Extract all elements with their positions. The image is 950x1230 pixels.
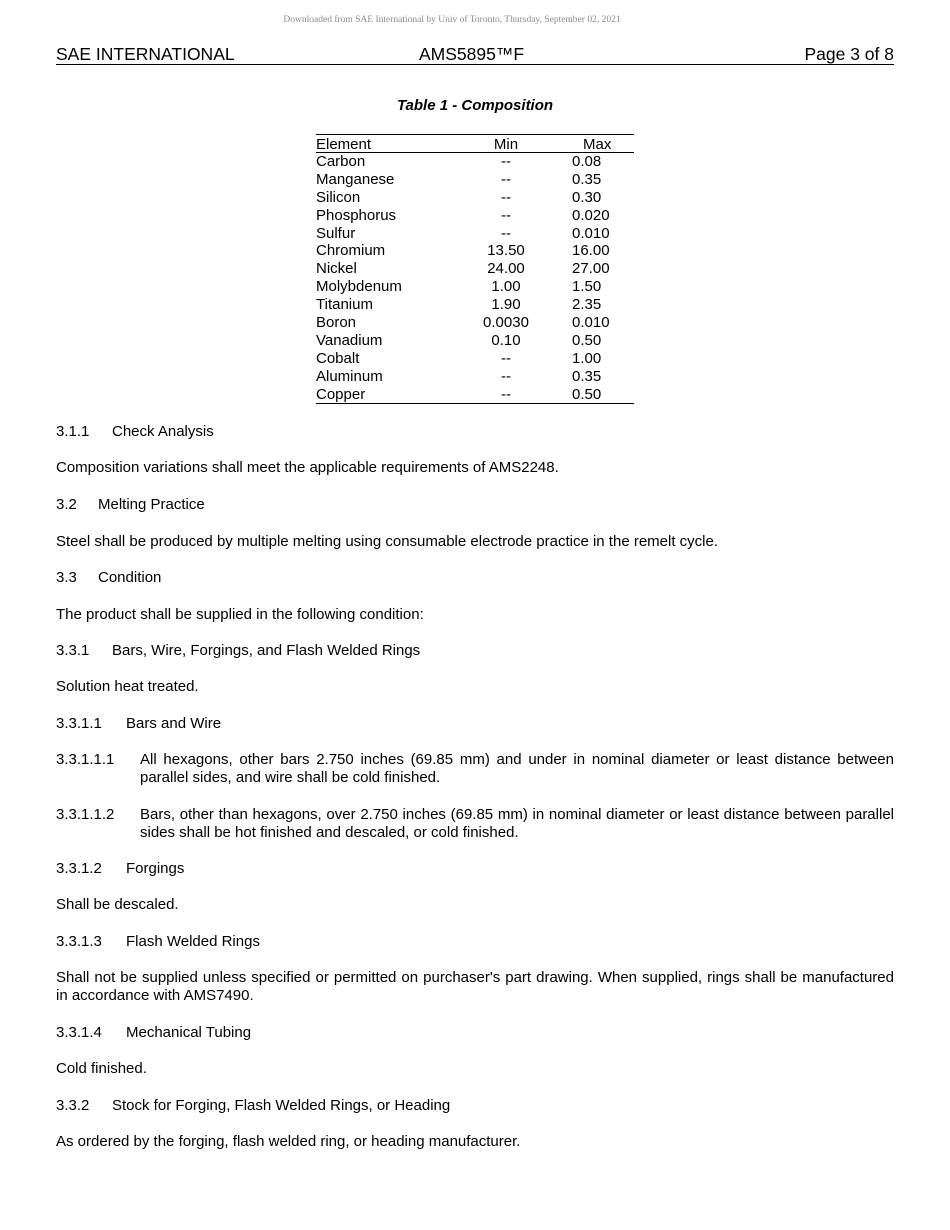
section-3-3-1-1-2 <box>56 806 894 842</box>
section-title: Forgings <box>126 860 185 877</box>
cell-max: 1.00 <box>572 349 602 367</box>
section-3-3-1-3-body: Shall not be supplied unless specified or permitted on purchaser's part drawing. When supplied, rings shall be manufactured in accordance with AMS7490. <box>56 969 894 1004</box>
section-number: 3.3.1 <box>56 642 90 659</box>
section-number: 3.3.1.1.1 <box>56 751 115 768</box>
section-body: Bars, other than hexagons, over 2.750 inches (69.85 mm) in nominal diameter or least distance between parallel sides shall be hot finished and descaled, or cold finished. <box>140 806 894 841</box>
page-header <box>56 44 894 65</box>
section-title: Flash Welded Rings <box>126 933 260 950</box>
section-3-3-1-body: Solution heat treated. <box>56 678 199 695</box>
cell-max: 0.50 <box>572 331 602 349</box>
cell-min: 13.50 <box>487 242 525 260</box>
section-3-3-heading <box>56 569 894 587</box>
cell-element: Cobalt <box>316 349 360 367</box>
table-row <box>316 314 634 332</box>
cell-max: 16.00 <box>572 242 610 260</box>
cell-min: -- <box>501 224 511 242</box>
section-number: 3.3.1.1.2 <box>56 806 115 823</box>
section-3-3-1-3-heading <box>56 933 894 951</box>
cell-element: Nickel <box>316 260 357 278</box>
section-number: 3.3.1.1 <box>56 715 102 732</box>
cell-max: 27.00 <box>572 260 610 278</box>
column-header-max: Max <box>583 136 612 153</box>
cell-max: 0.50 <box>572 385 602 403</box>
cell-element: Carbon <box>316 153 366 170</box>
cell-element: Molybdenum <box>316 278 402 296</box>
section-number: 3.3 <box>56 569 77 586</box>
section-3-3-1-1-heading <box>56 715 894 733</box>
section-3-2-heading <box>56 496 894 514</box>
cell-element: Copper <box>316 385 366 403</box>
cell-max: 1.50 <box>572 278 602 296</box>
cell-max: 0.30 <box>572 188 602 206</box>
section-number: 3.1.1 <box>56 423 90 440</box>
cell-element: Chromium <box>316 242 386 260</box>
section-3-2-body: Steel shall be produced by multiple melting using consumable electrode practice in the remelt cycle. <box>56 533 719 550</box>
section-3-3-1-1-1 <box>56 751 894 787</box>
cell-min: -- <box>501 188 511 206</box>
cell-min: 1.90 <box>491 296 521 314</box>
table-row <box>316 278 634 296</box>
cell-element: Titanium <box>316 296 373 314</box>
section-3-3-2-heading <box>56 1097 894 1115</box>
cell-element: Vanadium <box>316 331 383 349</box>
header-document-id: AMS5895™F <box>419 44 525 64</box>
cell-min: -- <box>501 385 511 403</box>
cell-element: Boron <box>316 314 357 332</box>
cell-element: Phosphorus <box>316 206 397 224</box>
cell-min: -- <box>501 170 511 188</box>
table-row <box>316 242 634 260</box>
section-3-3-body: The product shall be supplied in the following condition: <box>56 606 424 623</box>
cell-element: Sulfur <box>316 224 356 242</box>
cell-max: 2.35 <box>572 296 602 314</box>
column-header-element: Element <box>316 136 372 153</box>
section-number: 3.3.1.2 <box>56 860 102 877</box>
section-title: Melting Practice <box>98 496 205 513</box>
header-page-number: Page 3 of 8 <box>804 44 894 64</box>
cell-min: -- <box>501 153 511 170</box>
table-row <box>316 332 634 350</box>
cell-min: -- <box>501 349 511 367</box>
cell-min: -- <box>501 206 511 224</box>
cell-element: Manganese <box>316 170 395 188</box>
section-title: Mechanical Tubing <box>126 1024 252 1041</box>
table-title: Table 1 - Composition <box>396 97 554 114</box>
download-watermark: Downloaded from SAE International by Univ of Toronto, Thursday, September 02, 2021 <box>283 15 621 25</box>
table-header-row <box>316 135 634 153</box>
cell-max: 0.010 <box>572 224 610 242</box>
section-3-3-1-heading <box>56 642 894 660</box>
table-row <box>316 386 634 404</box>
table-row <box>316 225 634 243</box>
section-title: Stock for Forging, Flash Welded Rings, or Heading <box>112 1097 451 1114</box>
table-row <box>316 350 634 368</box>
cell-element: Silicon <box>316 188 361 206</box>
column-header-min: Min <box>493 136 519 153</box>
cell-max: 0.35 <box>572 170 602 188</box>
cell-max: 0.010 <box>572 314 610 332</box>
section-number: 3.3.1.4 <box>56 1024 102 1041</box>
table-row <box>316 296 634 314</box>
table-row <box>316 260 634 278</box>
table-row <box>316 207 634 225</box>
section-3-3-1-4-heading <box>56 1024 894 1042</box>
header-organization: SAE INTERNATIONAL <box>56 44 235 64</box>
cell-element: Aluminum <box>316 367 383 385</box>
section-number: 3.3.2 <box>56 1097 90 1114</box>
cell-min: 0.0030 <box>483 314 529 332</box>
cell-min: 1.00 <box>491 278 521 296</box>
table-row <box>316 171 634 189</box>
section-title: Bars, Wire, Forgings, and Flash Welded Rings <box>112 642 421 659</box>
section-number: 3.3.1.3 <box>56 933 102 950</box>
section-title: Check Analysis <box>112 423 214 440</box>
cell-max: 0.08 <box>572 153 602 170</box>
section-3-3-1-2-heading <box>56 860 894 878</box>
cell-max: 0.020 <box>572 206 610 224</box>
section-3-1-1-heading <box>56 423 894 441</box>
section-3-3-1-4-body: Cold finished. <box>56 1060 147 1077</box>
table-row <box>316 153 634 171</box>
section-body: All hexagons, other bars 2.750 inches (69.85 mm) and under in nominal diameter or least distance between parallel sides, and wire shall be cold finished. <box>140 751 894 786</box>
section-3-1-1-body: Composition variations shall meet the applicable requirements of AMS2248. <box>56 459 559 476</box>
section-number: 3.2 <box>56 496 77 513</box>
cell-min: 24.00 <box>487 260 525 278</box>
section-3-3-2-body: As ordered by the forging, flash welded ring, or heading manufacturer. <box>56 1133 521 1150</box>
cell-min: -- <box>501 367 511 385</box>
section-title: Bars and Wire <box>126 715 222 732</box>
section-3-3-1-2-body: Shall be descaled. <box>56 896 179 913</box>
cell-min: 0.10 <box>491 331 521 349</box>
cell-max: 0.35 <box>572 367 602 385</box>
section-title: Condition <box>98 569 162 586</box>
composition-table <box>316 134 634 404</box>
table-row <box>316 368 634 386</box>
table-row <box>316 189 634 207</box>
